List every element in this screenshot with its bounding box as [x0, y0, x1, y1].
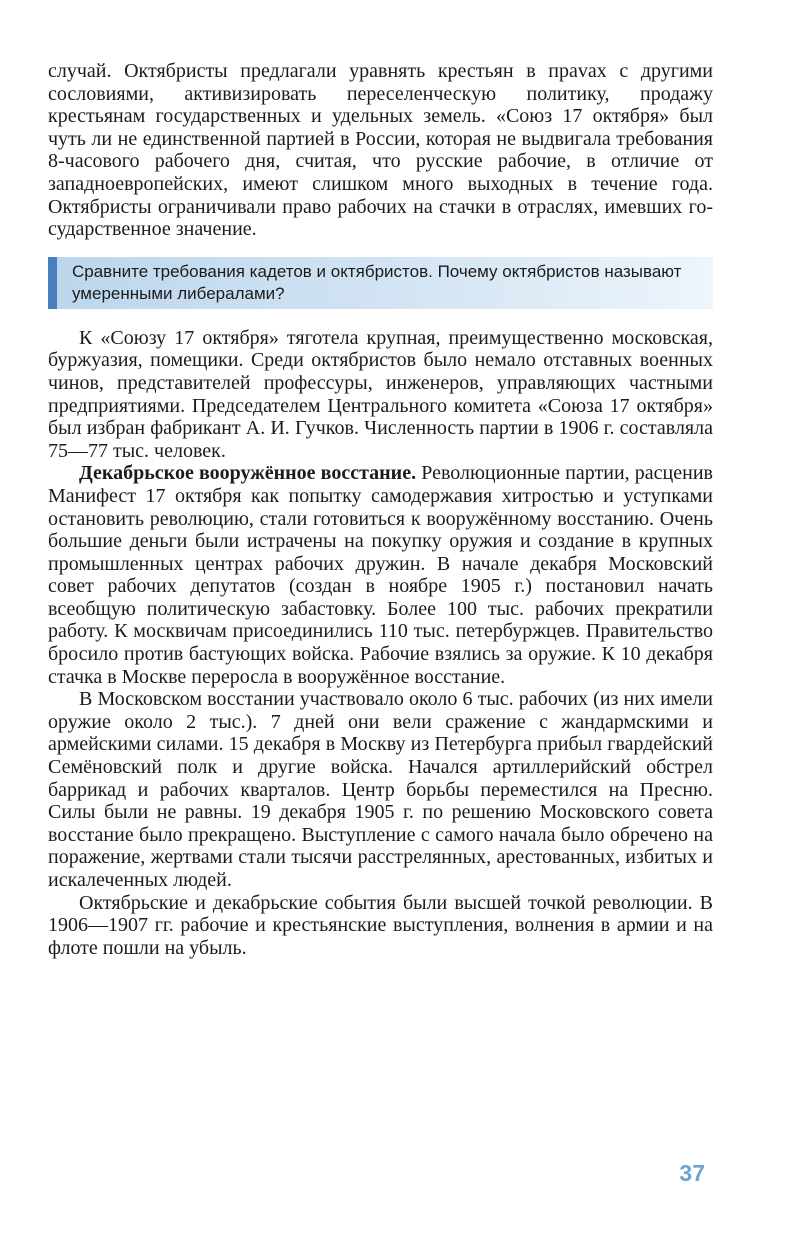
paragraph-4: В Московском восстании участвовало около 6 тыс. рабочих (из них имели оружие около 2 тыс.). 7 дней они вели сражение с жандармскими и армейскими силами. 15 декабря в Москву из Петербурга прибыл гвардейский Семёновский полк и другие войска. Начался артиллерийский обстрел баррикад и рабочих кварталов. Центр борьбы переместился на Пресню. Силы были не равны. 19 декабря 1905 г. по решению Московского совета восстание было прекращено. Выступление с самого начала было обречено на поражение, жертвами стали тысячи расстрелянных, арестованных, избитых и искалеченных людей.	[48, 688, 713, 891]
section-heading: Декабрьское вооружённое восстание.	[79, 462, 417, 485]
paragraph-3-body: Революционные партии, расценив Манифест 17 октября как попытку самодержавия хитростью и уступками остановить революцию, стали готовиться к вооружённому восстанию. Очень большие деньги были истрачены на покупку оружия и создание в крупных промышленных центрах рабочих дружин. В начале декабря Московский совет рабочих депутатов (создан в ноябре 1905 г.) постановил начать всеобщую политическую забастовку. Более 100 тыс. рабочих прекратили работу. К москвичам присоединились 110 тыс. петербуржцев. Правительство бросило против бастующих войска. Рабочие взялись за оружие. К 10 декабря стачка в Москве переросла в вооружённое восстание.	[48, 462, 713, 688]
paragraph-5: Октябрьские и декабрьские события были высшей точкой революции. В 1906—1907 гг. рабочие и крестьянские выступления, волнения в армии и на флоте пошли на убыль.	[48, 891, 713, 959]
page-content	[48, 60, 713, 959]
paragraph-2: К «Союзу 17 октября» тяготела крупная, преимущественно московская, буржуазия, помещики. Среди октябристов было немало отставных военных чинов, представителей профессуры, инженеров, управляющих частными предприятиями. Председателем Центрального комитета «Союза 17 октября» был избран фабрикант А. И. Гучков. Численность партии в 1906 г. составляла 75—77 тыс. человек.	[48, 326, 713, 462]
paragraph-3	[48, 462, 713, 688]
paragraph-1: случай. Октябристы предлагали уравнять крестьян в праvах с другими сословиями, активизировать переселенческую политику, продажу крестьянам государственных и удельных земель. «Союз 17 октября» был чуть ли не единственной партией в России, которая не выдвигала требования 8-часового рабочего дня, считая, что русские рабочие, в отличие от западноевропейских, имеют слишком много выходных в течение года. Октябристы ограничивали право рабочих на стачки в отраслях, имевших государственное значение.	[48, 60, 713, 241]
task-question: Сравните требования кадетов и октябристов. Почему октябристов называют умеренными либералами?	[72, 261, 682, 303]
task-box	[48, 257, 713, 309]
task-accent-bar	[48, 257, 57, 309]
page-number: 37	[679, 1160, 705, 1186]
